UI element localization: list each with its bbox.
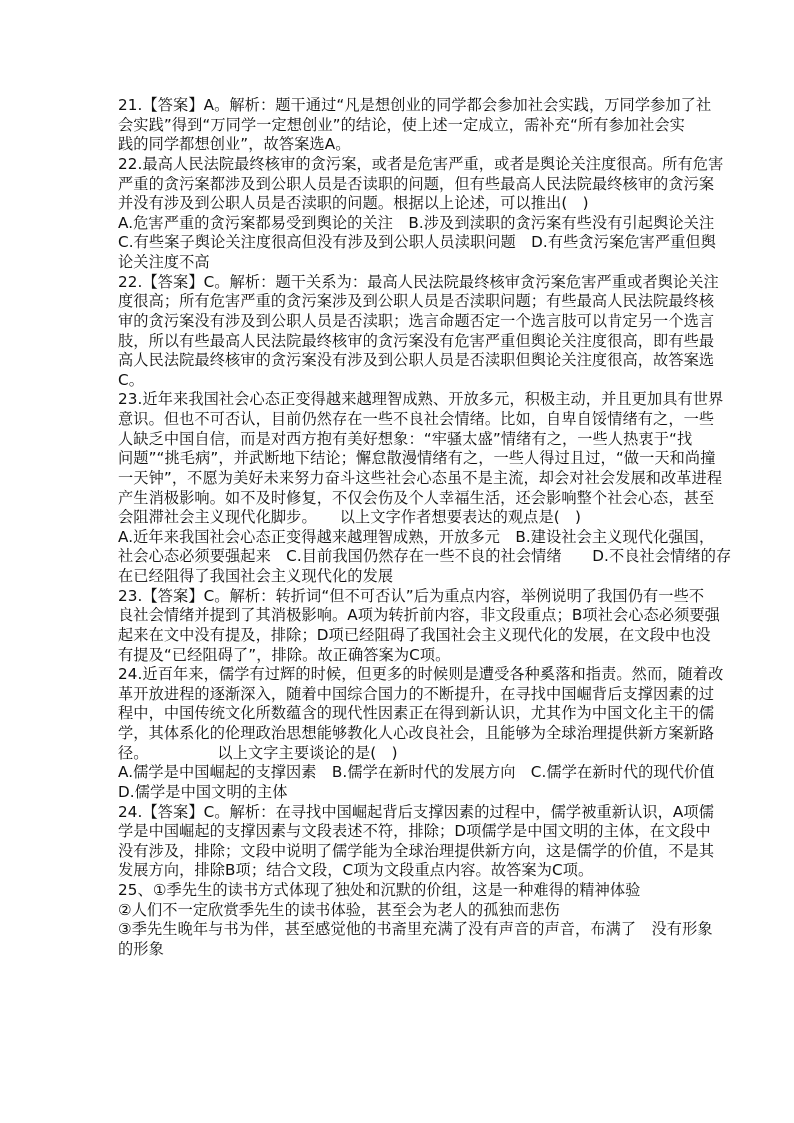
text-line: 会阻滞社会主义现代化脚步。 以上文字作者想要表达的观点是( ) — [118, 508, 582, 527]
q24-question-block — [118, 665, 724, 802]
text-line: 学是中国崛起的支撑因素与文段表述不符，排除；D项儒学是中国文明的主体，在文段中 — [118, 822, 711, 841]
text-line: 23.【答案】C。解析：转折词“但不可否认”后为重点内容，举例说明了我国仍有一些不 — [118, 586, 705, 605]
q23-answer-block — [118, 586, 720, 666]
text-line: 25、①季先生的读书方式体现了独处和沉默的价组，这是一种难得的精神体验 — [118, 881, 641, 899]
text-line: 24.近百年来，儒学有过辉的时候，但更多的时候则是遭受各种奚落和指责。然而，随着改 — [118, 665, 724, 684]
text-line: 21.【答案】A。解析：题干通过“凡是想创业的同学都会参加社会实践，万同学参加了社 — [118, 96, 712, 114]
text-line: ③季先生晚年与书为伴，甚至感觉他的书斋里充满了没有声音的声音，布满了 没有形象 — [118, 920, 713, 939]
document-page — [118, 96, 732, 960]
q22-answer-block — [118, 272, 719, 391]
text-line: 问题”“挑毛病”，并武断地下结论；懈怠散漫情绪有之，一些人得过且过，“做一天和尚撞 — [118, 449, 716, 468]
q21-answer-block — [118, 96, 712, 155]
text-line: 意识。但也不可否认，目前仍然存在一些不良社会情绪。比如，自卑自馁情绪有之，一些 — [118, 410, 715, 428]
q22-question-block — [118, 154, 724, 273]
text-line: 论关注度不高 — [118, 253, 210, 271]
q25-question-block — [118, 881, 713, 960]
text-line: 程中，中国传统文化所数蕴含的现代性因素正在得到新认识，尤其作为中国文化主干的儒 — [118, 704, 715, 723]
text-line: 会实践”得到“万同学一定想创业”的结论，使上述一定成立，需补充“所有参加社会实 — [118, 115, 685, 134]
text-line: 良社会情绪并提到了其消极影响。A项为转折前内容，非文段重点；B项社会心态必须要强 — [118, 606, 720, 625]
text-line: A.儒学是中国崛起的支撑因素 B.儒学在新时代的发展方向 C.儒学在新时代的现代价值 — [118, 763, 715, 782]
text-line: D.儒学是中国文明的主体 — [118, 782, 288, 801]
text-line: 有提及“已经阻碍了”，排除。故正确答案为C项。 — [118, 645, 451, 664]
text-line: 产生消极影响。如不及时修复，不仅会伤及个人幸福生活，还会影响整个社会心态，甚至 — [118, 488, 715, 507]
text-line: C.有些案子舆论关注度很高但没有涉及到公职人员渎职问题 D.有些贪污案危害严重但舆 — [118, 233, 716, 252]
text-line: 起来在文中没有提及，排除；D项已经阻碍了我国社会主义现代化的发展，在文段中也没 — [118, 625, 711, 644]
text-line: 并没有涉及到公职人员是否渎职的问题。根据以上论述，可以推出( ) — [118, 194, 589, 213]
text-line: 学，其体系化的伦理政治思想能够教化人心改良社会，且能够为全球治理提供新方案新路 — [118, 724, 715, 742]
text-line: 24.【答案】C。解析：在寻找中国崛起背后支撑因素的过程中，儒学被重新认识，A项儒 — [118, 802, 714, 821]
text-line: 没有涉及，排除；文段中说明了儒学能为全球治理提供新方向，这是儒学的价值，不是其 — [118, 841, 715, 860]
text-line: 高人民法院最终核审的贪污案没有涉及到公职人员是否渎职但舆论关注度很高，故答案选 — [118, 351, 715, 370]
text-line: 度很高；所有危害严重的贪污案涉及到公职人员是否渎职问题；有些最高人民法院最终核 — [118, 292, 715, 311]
q23-question-block — [118, 390, 732, 586]
text-line: 发展方向，排除B项；结合文段，C项为文段重点内容。故答案为C项。 — [118, 861, 594, 880]
text-line: 23.近年来我国社会心态正变得越来越理智成熟、开放多元，积极主动，并且更加具有世界 — [118, 390, 724, 409]
text-line: 革开放进程的逐渐深入，随着中国综合国力的不断提升，在寻找中国崛背后支撑因素的过 — [118, 684, 715, 703]
text-line: A.危害严重的贪污案都易受到舆论的关注 B.涉及到渎职的贪污案有些没有引起舆论关注 — [118, 213, 715, 232]
text-line: 22.最高人民法院最终核审的贪污案，或者是危害严重，或者是舆论关注度很高。所有危害 — [118, 154, 724, 173]
text-line: 严重的贪污案都涉及到公职人员是否读职的问题，但有些最高人民法院最终核审的贪污案 — [118, 174, 715, 193]
text-line: A.近年来我国社会心态正变得越来越理智成熟，开放多元 B.建设社会主义现代化强国， — [118, 527, 715, 546]
text-line: 审的贪污案没有涉及到公职人员是否渎职；选言命题否定一个选言肢可以肯定另一个选言 — [118, 311, 715, 330]
text-line: C。 — [118, 370, 144, 389]
text-line: 肢，所以有些最高人民法院最终核审的贪污案没有危害严重但舆论关注度很高，即有些最 — [118, 331, 715, 350]
text-line: 在已经阻得了我国社会主义现代化的发展 — [118, 567, 394, 585]
text-line: 人缺乏中国自信，而是对西方抱有美好想象：“牢骚太盛”情绪有之，一些人热衷于“找 — [118, 429, 693, 448]
text-line: 22.【答案】C。解析：题干关系为：最高人民法院最终核审贪污案危害严重或者舆论关注 — [118, 272, 719, 291]
text-line: 一天钟”，不愿为美好未来努力奋斗这些社会心态虽不是主流，却会对社会发展和改革进程 — [118, 468, 723, 487]
text-line: ②人们不一定欣赏季先生的读书体验，甚至会为老人的孤独而悲伤 — [118, 900, 560, 919]
text-line: 的形象 — [118, 939, 164, 958]
text-line: 社会心态必须要强起来 C.目前我国仍然存在一些不良的社会情绪 D.不良社会情绪的存 — [118, 547, 732, 566]
text-line: 践的同学都想创业”，故答案选A。 — [118, 135, 351, 154]
q24-answer-block — [118, 802, 715, 882]
text-line: 径。 以上文字主要谈论的是( ) — [118, 743, 398, 762]
